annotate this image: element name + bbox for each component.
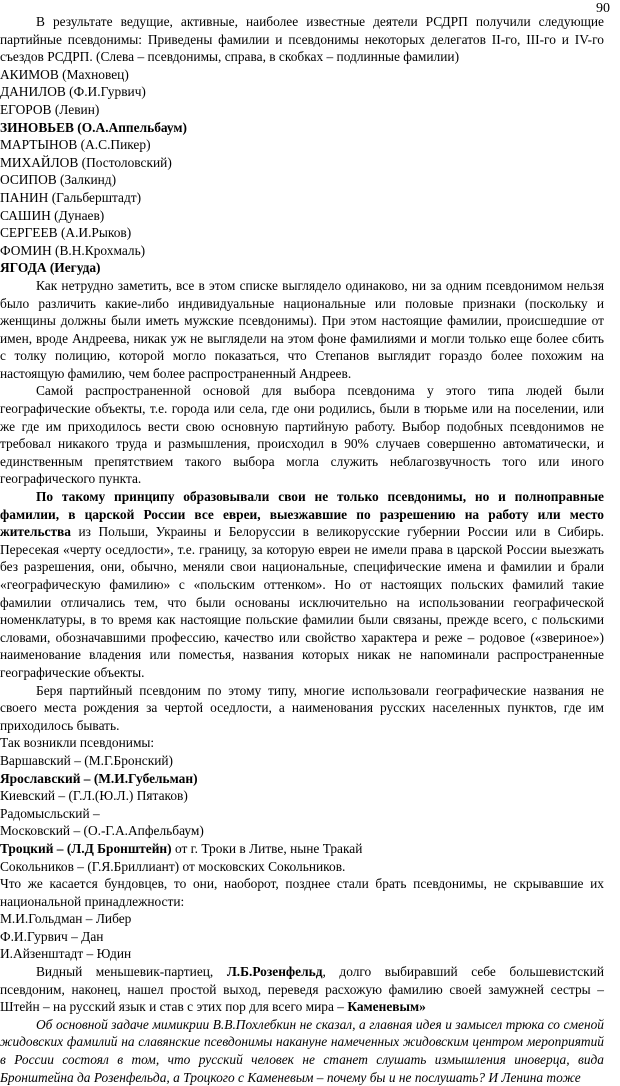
list-item: МИХАЙЛОВ (Постоловский) — [0, 154, 172, 170]
bundists-paragraph: Что же касается бундовцев, то они, наоборот, позднее стали брать псевдонимы, не скрывавшие их национальной принадлежности: — [0, 876, 604, 909]
paragraph-3-bold: По такому принципу образовывали свои не только псевдонимы, но и полноправные фамилии, в царской России все евреи, выезжавшие по разрешению на работу или место жительства — [0, 489, 604, 540]
list-item: СЕРГЕЕВ (А.И.Рыков) — [0, 225, 132, 241]
list-item: ПАНИН (Гальберштадт) — [0, 189, 142, 205]
paragraph-3-text: из Польши, Украины и Белоруссии в великорусские губернии России или в Сибирь. Пересекая «черту оседлости», т.е. границу, за которую евреи не имели права в царской России выезжать без разрешения, они, обычно, меняли свои национальные, специфические имена и фамилии и брали «географическую фамилию» с «польским оттенком». Но от настоящих польских фамилий такие фамилии отличались тем, что были основаны исключительно на использовании географической номенклатуры, в то время как настоящие польские фамилии были связаны, прежде всего, с польскими словами, обозначавшими профессию, качество или свойство характера и реже – родовое («звериное») наименование владения или поместья, названия которых никак не напоминали распространенные географические объекты. — [0, 524, 604, 680]
paragraph-5-bold-name: Л.Б.Розенфельд — [226, 964, 323, 980]
list-item: И.Айзенштадт – Юдин — [0, 946, 132, 962]
list-item: АКИМОВ (Махновец) — [0, 66, 129, 82]
paragraph-5 — [0, 963, 604, 1016]
list-item: ОСИПОВ (Залкинд) — [0, 172, 117, 188]
paragraph-5-text-a: Видный меньшевик-партиец, — [36, 964, 227, 980]
pseudonym-list-2 — [0, 752, 604, 875]
list-2-intro: Так возникли псевдонимы: — [0, 735, 155, 751]
list-item: МАРТЫНОВ (А.С.Пикер) — [0, 137, 151, 153]
trotsky-text: от г. Троки в Литве, ныне Тракай — [171, 840, 363, 856]
pseudonym-list-3 — [0, 910, 604, 963]
paragraph-1: Как нетрудно заметить, все в этом списке выглядело одинаково, ни за одним псевдонимом нельзя было различить какие-либо индивидуальные национальные или половые признаки (поскольку и женщины должны были иметь мужские псевдонимы). При этом настоящие фамилии, происшедшие от имен, вроде Андреева, никак уж не выглядели на этом фоне фамилиями и могли только еще более сбить с толку полицию, которой могло показаться, что Степанов выглядит гораздо более похожим на настоящую фамилию, чем более распространенный Андреев. — [0, 277, 604, 381]
paragraph-6-italic: Об основной задаче мимикрии В.В.Похлебкин не сказал, а главная идея и замысел трюка со сменой жидовских фамилий на славянские псевдонимы накануне намеченных жидовским центром мероприятий в России состоял в том, что русский человек не станет слушать измышления иноверца, вида Бронштейна да Розенфельда, а Троцкого с Каменевым – почему бы и не послушать? И Ленина тоже — [0, 1016, 604, 1085]
paragraph-5-text-b: , долго выбиравший себе большевистский псевдоним, наконец, нашел простой выход, переведя расхожую фамилию своей замужней сестры – Штейн – на русский язык и став с этих пор для всего мира – — [0, 964, 604, 1015]
paragraph-2: Самой распространенной основой для выбора псевдонима у этого типа людей были географические объекты, т.е. города или села, где они родились, были в тюрьме или на поселении, или же где им приходилось вести свою основную партийную работу. Выбор подобных псевдонимов не требовал никакого труда и размышления, происходил в 90% случаев совершенно автоматически, и единственным препятствием такого выбора могла служить неблагозвучность того или иного географического пункта. — [0, 383, 604, 487]
list-item: Ф.И.Гурвич – Дан — [0, 928, 104, 944]
paragraph-3 — [0, 488, 604, 682]
list-item: ЗИНОВЬЕВ (О.А.Аппельбаум) — [0, 119, 187, 135]
list-item: Варшавский – (М.Г.Бронский) — [0, 752, 174, 768]
trotsky-bold: Троцкий – (Л.Д Бронштейн) — [0, 840, 172, 856]
intro-paragraph: В результате ведущие, активные, наиболее известные деятели РСДРП получили следующие партийные псевдонимы: Приведены фамилии и псевдонимы некоторых делегатов II-го, III-го и IV-го съездов РСДРП. (Слева – псевдонимы, справа, в скобках – подлинные фамилии) — [0, 14, 604, 65]
list-item: Ярославский – (М.И.Губельман) — [0, 770, 198, 786]
paragraph-5-bold-end: Каменевым» — [347, 999, 426, 1015]
list-item: М.И.Гольдман – Либер — [0, 911, 132, 927]
list-item — [0, 840, 604, 858]
list-item: ЯГОДА (Иегуда) — [0, 260, 101, 276]
paragraph-4: Беря партийный псевдоним по этому типу, многие использовали географические названия не своего места рождения за чертой оседлости, а наименования русских населенных пунктов, где им приходилось бывать. — [0, 682, 604, 733]
list-item: САШИН (Дунаев) — [0, 207, 105, 223]
pseudonym-list-1 — [0, 66, 604, 277]
list-item: Сокольников – (Г.Я.Бриллиант) от московских Сокольников. — [0, 858, 346, 874]
list-item: Московский – (О.-Г.А.Апфельбаум) — [0, 823, 204, 839]
list-item: ДАНИЛОВ (Ф.И.Гурвич) — [0, 84, 146, 100]
page-content — [0, 13, 604, 1086]
list-item: Киевский – (Г.Л.(Ю.Л.) Пятаков) — [0, 788, 188, 804]
list-item: ЕГОРОВ (Левин) — [0, 101, 100, 117]
list-item: Радомысльский – — [0, 805, 100, 821]
page-number: 90 — [596, 1, 610, 16]
list-item: ФОМИН (В.Н.Крохмаль) — [0, 242, 146, 258]
